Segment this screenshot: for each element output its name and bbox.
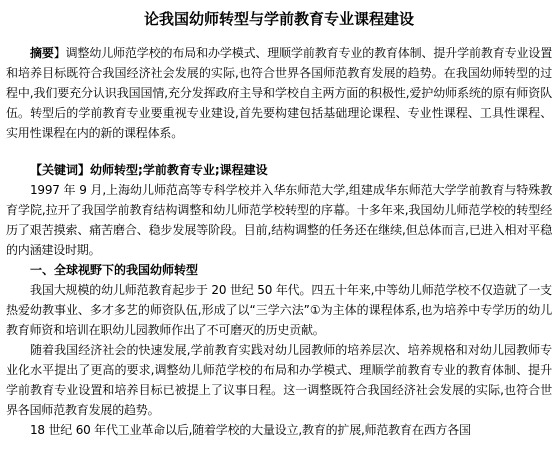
document-title: 论我国幼师转型与学前教育专业课程建设 bbox=[143, 10, 414, 28]
body-paragraph-1: 1997 年 9 月,上海幼儿师范高等专科学校并入华东师范大学,组建成华东师范大学学前教育与特殊教育学院,拉开了我国学前教育结构调整和幼儿师范学校转型的序幕。十多年来,我国幼儿师范学校的转型经历了艰苦摸索、痛苦磨合、稳步发展等阶段。目前,结构调整的任务还在继续,但总体而言,已进入相对平稳的内涵建设时期。 bbox=[6, 183, 552, 257]
body-paragraph-3: 随着我国经济社会的快速发展,学前教育实践对幼儿园教师的培养层次、培养规格和对幼儿园教师专业化水平提出了更高的要求,调整幼儿师范学校的布局和办学模式、理顺学前教育专业的教育体制、提升学前教育专业设置和培养目标已被提上了议事日程。这一调整既符合我国经济社会发展的实际,也符合世界各国师范教育发展的趋势。 bbox=[6, 343, 552, 417]
abstract-paragraph bbox=[6, 43, 552, 143]
keywords-text: 幼师转型;学前教育专业;课程建设 bbox=[90, 163, 268, 177]
abstract-label: 摘要 bbox=[30, 46, 54, 60]
keywords-label: 【关键词】 bbox=[30, 163, 91, 177]
abstract-text: 】调整幼儿师范学校的布局和办学模式、理顺学前教育专业的教育体制、提升学前教育专业设置和培养目标既符合我国经济社会发展的实际,也符合世界各国师范教育发展的趋势。在我国幼师转型的过程中,我们要充分认识我国国情,充分发挥政府主导和学校自主两方面的积极性,爱护幼师系统的原有师资队伍。转型后的学前教育专业要重视专业建设,首先要构建包括基础理论课程、专业性课程、工具性课程、实用性课程在内的新的课程体系。 bbox=[6, 46, 552, 140]
keywords-line bbox=[6, 160, 552, 180]
spacer bbox=[6, 143, 552, 160]
body-paragraph-4: 18 世纪 60 年代工业革命以后,随着学校的大量设立,教育的扩展,师范教育在西方各国 bbox=[30, 423, 471, 437]
body-paragraph-2: 我国大规模的幼儿师范教育起步于 20 世纪 50 年代。四五十年来,中等幼儿师范学校不仅造就了一支热爱幼教事业、多才多艺的师资队伍,形成了以“三学六法”①为主体的课程体系,也为培养中专学历的幼儿教育师资和培训在职幼儿园教师作出了不可磨灭的历史贡献。 bbox=[6, 283, 552, 337]
section-heading-1: 一、全球视野下的我国幼师转型 bbox=[30, 263, 199, 277]
